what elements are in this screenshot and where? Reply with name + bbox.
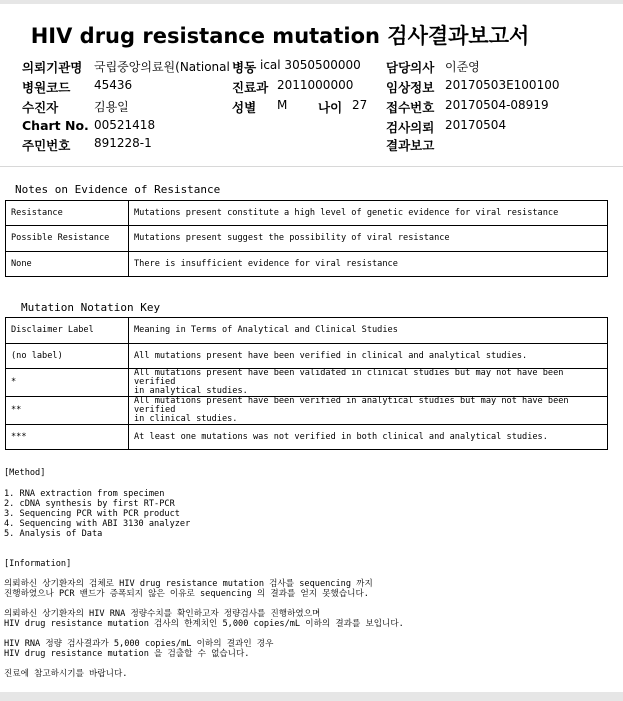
information-text: HIV RNA 정량 검사결과가 5,000 copies/mL 이하의 결과인 경우 xyxy=(4,639,274,649)
key-table xyxy=(5,317,608,450)
notes-table xyxy=(5,200,608,277)
doctor-label: 담당의사 xyxy=(386,60,435,75)
method-step: 2. cDNA synthesis by first RT-PCR xyxy=(4,499,175,509)
chart-no-label: Chart No. xyxy=(22,118,89,133)
request-date-label: 검사의뢰 xyxy=(386,120,435,135)
method-step: 1. RNA extraction from specimen xyxy=(4,489,165,499)
req-org-value: 국립중앙의료원(National xyxy=(94,60,230,74)
key-text-line: in analytical studies. xyxy=(134,386,248,396)
rrn-label: 주민번호 xyxy=(22,138,71,153)
key-label-cell: *** xyxy=(6,425,129,450)
receipt-value: 20170504-08919 xyxy=(445,98,549,112)
key-title: Mutation Notation Key xyxy=(21,301,161,314)
information-text: HIV drug resistance mutation 을 검출할 수 없습니다. xyxy=(4,649,250,659)
key-text-cell xyxy=(129,369,608,397)
clinical-label: 임상정보 xyxy=(386,80,435,95)
information-text: 의뢰하신 상기환자의 HIV RNA 정량수치를 확인하고자 정량검사를 진행하였으며 xyxy=(4,609,321,619)
information-text: 의뢰하신 상기환자의 검체로 HIV drug resistance mutation 검사를 sequencing 까지 xyxy=(4,579,373,589)
header-divider xyxy=(0,166,623,167)
req-org-label: 의뢰기관명 xyxy=(22,60,83,75)
ward-label: 병동 xyxy=(232,60,257,75)
age-value: 27 xyxy=(352,98,368,112)
method-step: 5. Analysis of Data xyxy=(4,529,103,539)
information-title: [Information] xyxy=(4,559,72,569)
key-header-text: Meaning in Terms of Analytical and Clinical Studies xyxy=(129,318,608,344)
report-title: HIV drug resistance mutation 검사결과보고서 xyxy=(30,24,530,48)
notes-text-cell: Mutations present suggest the possibility of viral resistance xyxy=(129,226,608,252)
method-step: 4. Sequencing with ABI 3130 analyzer xyxy=(4,519,191,529)
table-row xyxy=(6,226,608,252)
result-report-label: 결과보고 xyxy=(386,138,435,153)
information-text: HIV drug resistance mutation 검사의 한계치인 5,000 copies/mL 이하의 결과를 보입니다. xyxy=(4,619,404,629)
information-text: 진료에 참고하시기를 바랍니다. xyxy=(4,669,128,679)
key-text-cell xyxy=(129,344,608,369)
top-border xyxy=(0,0,623,4)
patient-value: 김용일 xyxy=(94,100,129,114)
table-row xyxy=(6,344,608,369)
chart-no-value: 00521418 xyxy=(94,118,156,132)
key-text-line: All mutations present have been verified in clinical and analytical studies. xyxy=(134,350,528,361)
notes-text-cell: Mutations present constitute a high level of genetic evidence for viral resistance xyxy=(129,201,608,226)
clinical-value: 20170503E100100 xyxy=(445,78,560,92)
notes-label-cell: Possible Resistance xyxy=(6,226,129,252)
method-step: 3. Sequencing PCR with PCR product xyxy=(4,509,180,519)
hosp-code-value: 45436 xyxy=(94,78,133,92)
sex-label: 성별 xyxy=(232,100,257,115)
receipt-label: 접수번호 xyxy=(386,100,435,115)
table-row xyxy=(6,397,608,425)
table-row xyxy=(6,425,608,450)
information-text: 진행하였으나 PCR 밴드가 증폭되지 않은 이유로 sequencing 의 결과를 얻지 못했습니다. xyxy=(4,589,369,599)
key-header-label: Disclaimer Label xyxy=(6,318,129,344)
table-row xyxy=(6,201,608,226)
sex-value: M xyxy=(277,98,288,112)
age-label: 나이 xyxy=(318,100,343,115)
key-text-line: All mutations present have been verified in analytical studies but may not have been verified xyxy=(134,396,569,415)
dept-label: 진료과 xyxy=(232,80,269,95)
key-text-line: At least one mutations was not verified in both clinical and analytical studies. xyxy=(134,431,548,442)
notes-label-cell: None xyxy=(6,252,129,277)
ward-value: ical 3050500000 xyxy=(260,58,361,72)
notes-label-cell: Resistance xyxy=(6,201,129,226)
key-text-cell xyxy=(129,397,608,425)
key-text-line: in clinical studies. xyxy=(134,414,238,424)
notes-title: Notes on Evidence of Resistance xyxy=(15,183,221,196)
key-label-cell: (no label) xyxy=(6,344,129,369)
hosp-code-label: 병원코드 xyxy=(22,80,71,95)
request-date-value: 20170504 xyxy=(445,118,507,132)
patient-label: 수진자 xyxy=(22,100,59,115)
method-title: [Method] xyxy=(4,468,46,478)
table-row xyxy=(6,369,608,397)
key-text-line: All mutations present have been validated in clinical studies but may not have been verified xyxy=(134,368,564,387)
dept-value: 2011000000 xyxy=(277,78,354,92)
rrn-value: 891228-1 xyxy=(94,136,152,150)
key-label-cell: ** xyxy=(6,397,129,425)
bottom-border xyxy=(0,692,623,701)
doctor-value: 이준영 xyxy=(445,60,480,74)
key-text-cell xyxy=(129,425,608,450)
key-label-cell: * xyxy=(6,369,129,397)
table-row xyxy=(6,252,608,277)
notes-text-cell: There is insufficient evidence for viral resistance xyxy=(129,252,608,277)
table-row xyxy=(6,318,608,344)
